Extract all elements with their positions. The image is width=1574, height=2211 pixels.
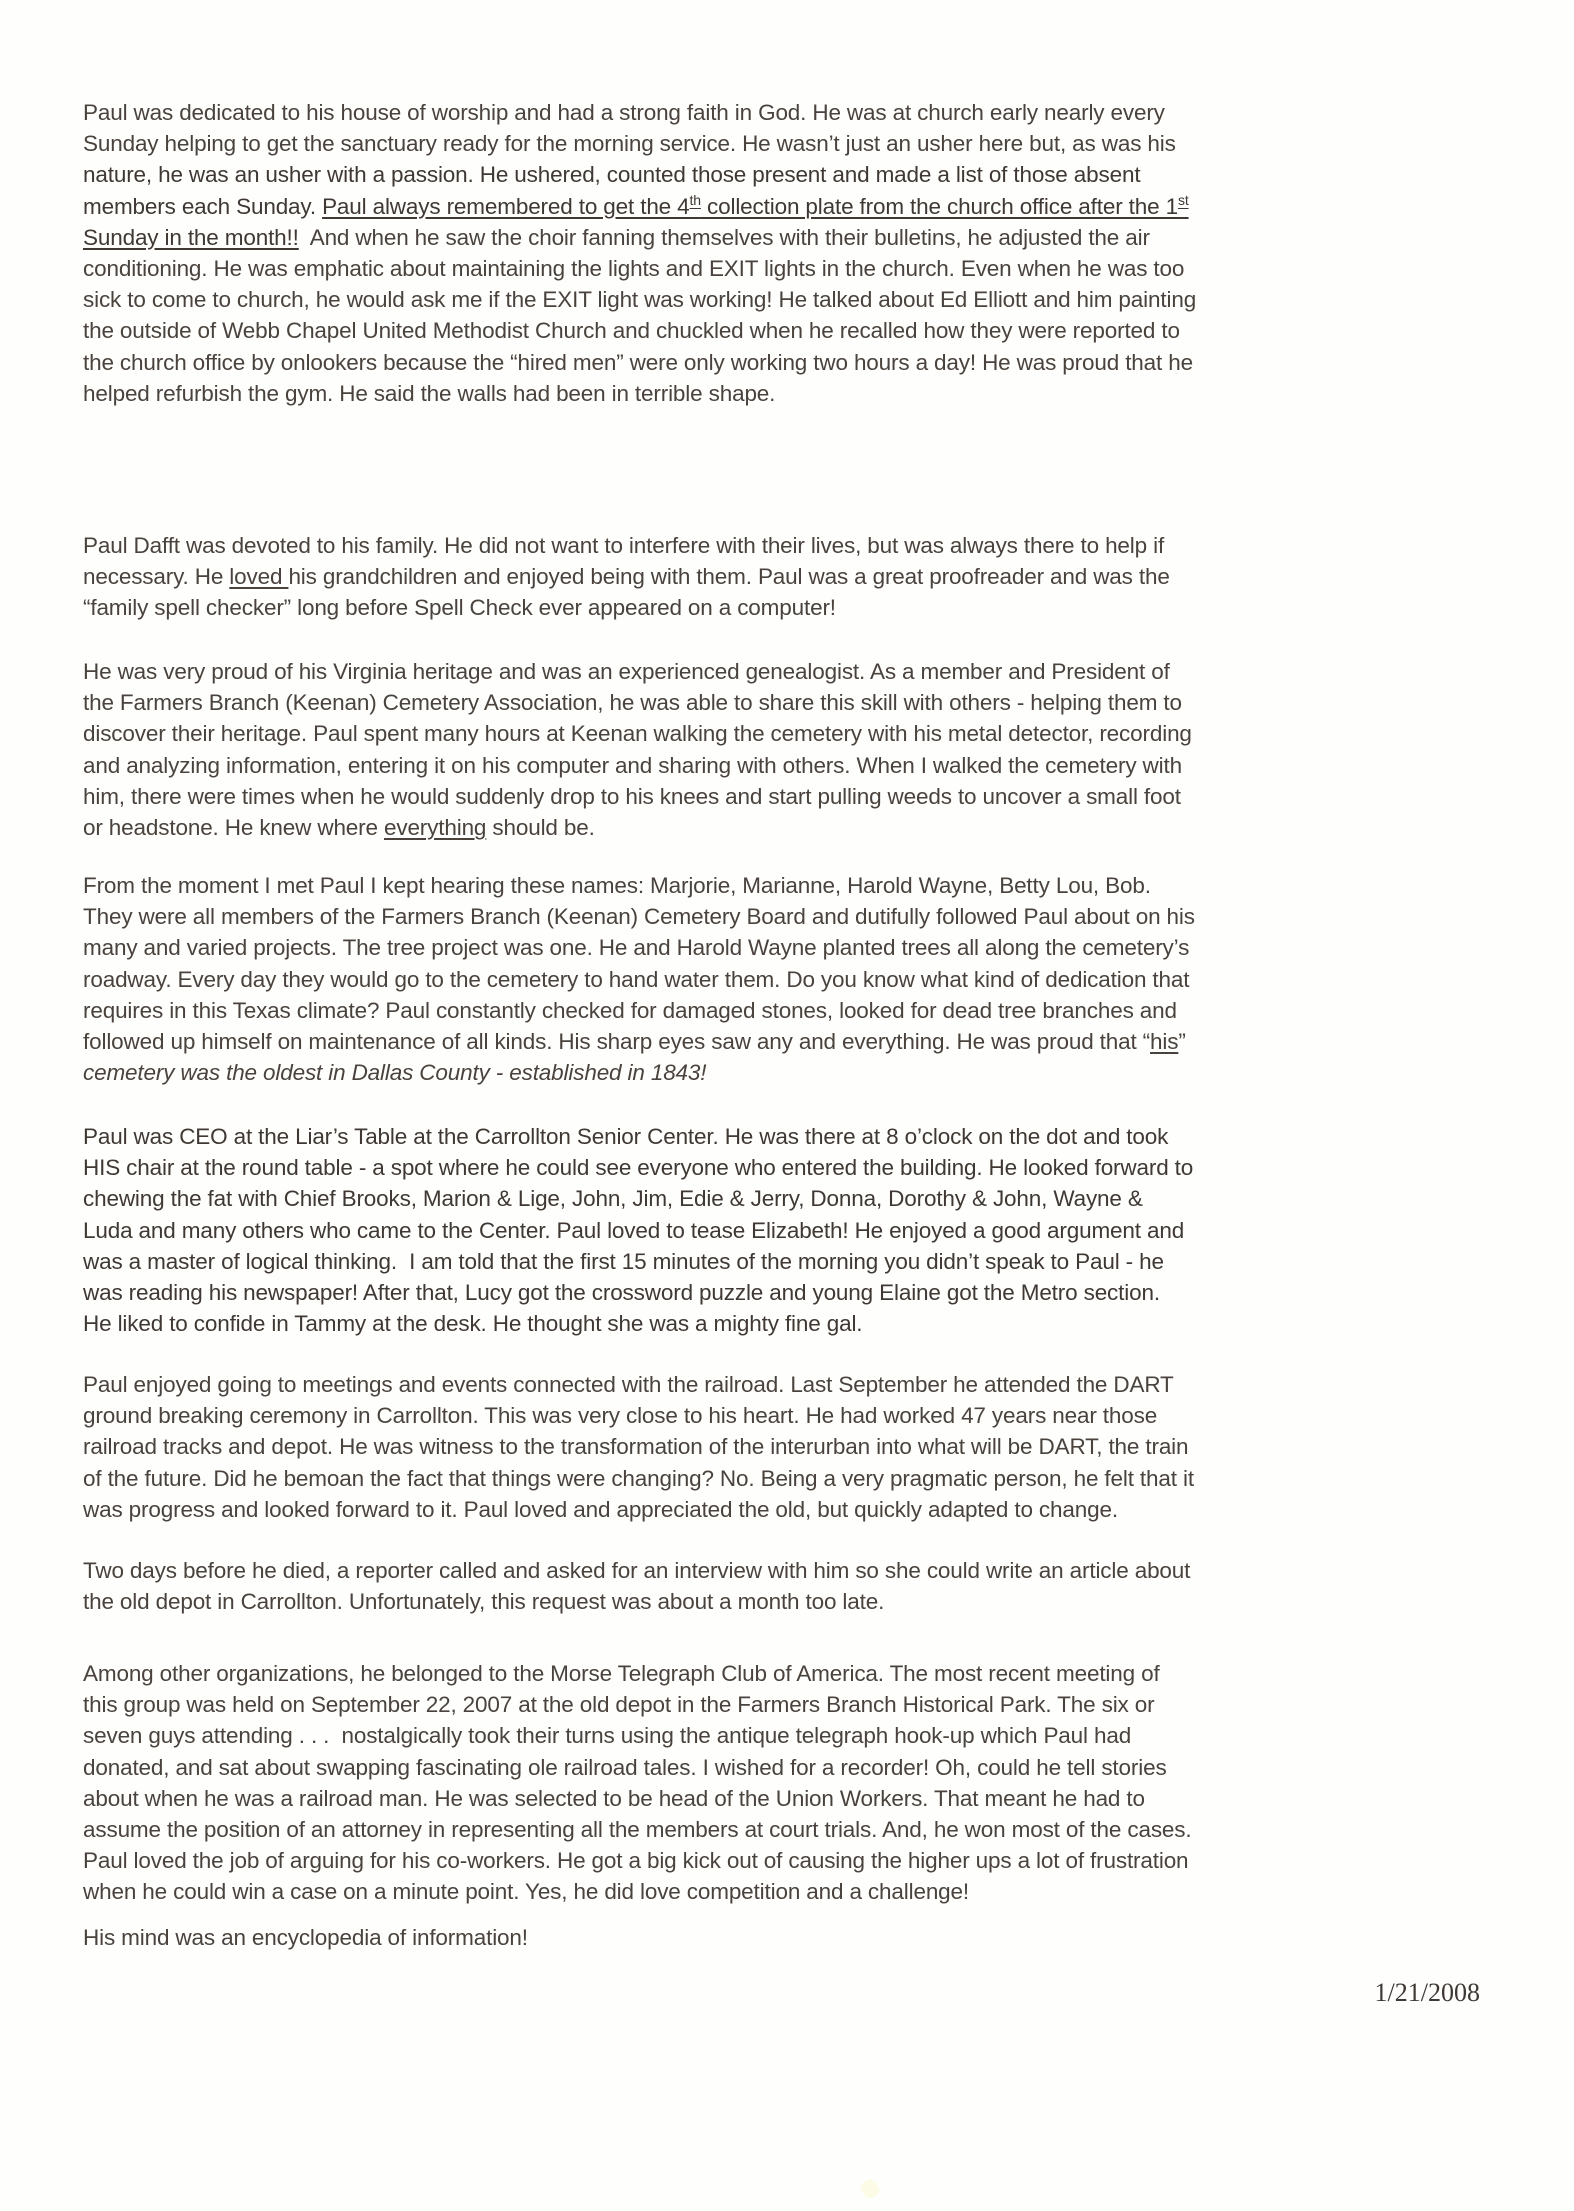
text-line: Luda and many others who came to the Center. Paul loved to tease Elizabeth! He enjoyed a good argument and [83,1217,1185,1243]
text-line [83,812,1503,843]
text-line: was progress and looked forward to it. Paul loved and appreciated the old, but quickly adapted to change. [83,1496,1118,1522]
text-line: sick to come to church, he would ask me if the EXIT light was working! He talked about Ed Elliott and him painting [83,287,1197,313]
text-line: this group was held on September 22, 2007 at the old depot in the Farmers Branch Historical Park. The six or [83,1692,1155,1718]
text-line: requires in this Texas climate? Paul constantly checked for damaged stones, looked for dead tree branches and [83,997,1177,1023]
text-run: his grandchildren and enjoyed being with them. Paul was a great proofreader and was the [288,564,1170,590]
paragraph-church [83,97,1503,409]
text-line: His mind was an encyclopedia of information! [83,1925,528,1950]
text-line: Sunday helping to get the sanctuary ready for the morning service. He wasn’t just an usher here but, as was his [83,131,1176,157]
paragraph-telegraph [83,1658,1503,1908]
underlined-text: everything [383,814,487,840]
text-run: collection plate from the church office after the 1 [700,193,1178,219]
text-run: ” [1178,1028,1186,1054]
text-line [83,1026,1503,1057]
underlined-text [322,191,1189,219]
text-line: Paul enjoyed going to meetings and events connected with the railroad. Last September he attended the DART [83,1372,1174,1397]
text-line: Paul Dafft was devoted to his family. He did not want to interfere with their lives, but was always there to help if [83,533,1165,558]
text-line: of the future. Did he bemoan the fact that things were changing? No. Being a very pragmatic person, he felt that it [83,1465,1194,1491]
paragraph-senior-center [83,1121,1503,1339]
text-line: him, there were times when he would suddenly drop to his knees and start pulling weeds to uncover a small foot [83,783,1181,809]
text-run: members each Sunday. [83,193,323,219]
text-run: should be. [486,814,595,840]
text-line: They were all members of the Farmers Branch (Keenan) Cemetery Board and dutifully followed Paul about on his [83,904,1195,930]
text-line: conditioning. He was emphatic about maintaining the lights and EXIT lights in the church. Even when he was too [83,255,1185,281]
text-line: ground breaking ceremony in Carrollton. This was very close to his heart. He had worked 47 years near those [83,1403,1158,1429]
paragraph-railroad [83,1369,1503,1525]
text-line: when he could win a case on a minute point. Yes, he did love competition and a challenge! [83,1879,970,1905]
text-line: chewing the fat with Chief Brooks, Marion & Lige, John, Jim, Edie & Jerry, Donna, Dorothy & John, Wayne & [83,1186,1143,1212]
paragraph-heritage [83,656,1503,843]
text-line: Among other organizations, he belonged to the Morse Telegraph Club of America. The most recent meeting of [83,1661,1160,1686]
text-line: seven guys attending . . . nostalgically took their turns using the antique telegraph hook-up which Paul had [83,1723,1132,1749]
text-line [83,191,1503,222]
text-line: helped refurbish the gym. He said the walls had been in terrible shape. [83,380,776,406]
text-line: the Farmers Branch (Keenan) Cemetery Association, he was able to share this skill with others - helping them to [83,690,1182,716]
text-line: “family spell checker” long before Spell Check ever appeared on a computer! [83,595,836,621]
paragraph-cemetery [83,870,1503,1088]
text-line: Paul was dedicated to his house of worship and had a strong faith in God. He was at church early nearly every [83,100,1165,125]
paragraph-closing [83,1922,1503,1953]
superscript: th [689,191,701,208]
text-line: Two days before he died, a reporter called and asked for an interview with him so she could write an article about [83,1558,1191,1583]
paragraph-reporter [83,1555,1503,1617]
text-line: cemetery was the oldest in Dallas County - established in 1843! [83,1060,707,1086]
text-line: was a master of logical thinking. I am told that the first 15 minutes of the morning you didn’t speak to Paul - he [83,1248,1164,1274]
text-line: Paul was CEO at the Liar’s Table at the Carrollton Senior Center. He was there at 8 o’clock on the dot and took [83,1124,1169,1149]
text-run: necessary. He [83,564,230,590]
text-line: the outside of Webb Chapel United Methodist Church and chuckled when he recalled how they were reported to [83,318,1180,344]
text-line: railroad tracks and depot. He was witness to the transformation of the interurban into what will be DART, the train [83,1434,1189,1460]
text-line: discover their heritage. Paul spent many hours at Keenan walking the cemetery with his metal detector, recording [83,721,1192,747]
text-line: He liked to confide in Tammy at the desk. He thought she was a mighty fine gal. [83,1311,863,1337]
scan-smudge-mark [858,2177,881,2201]
underlined-text: Sunday in the month!! [83,224,299,250]
superscript: st [1177,191,1189,208]
text-line: nature, he was an usher with a passion. He ushered, counted those present and made a list of those absent [83,162,1141,188]
text-line: about when he was a railroad man. He was selected to be head of the Union Workers. That meant he had to [83,1785,1145,1811]
text-line: was reading his newspaper! After that, Lucy got the crossword puzzle and young Elaine got the Metro section. [83,1279,1160,1305]
text-line: donated, and sat about swapping fascinating ole railroad tales. I wished for a recorder! Oh, could he tell stories [83,1754,1167,1780]
text-run: Paul always remembered to get the 4 [322,193,690,219]
text-line [83,222,1503,253]
text-run: followed up himself on maintenance of all kinds. His sharp eyes saw any and everything. He was proud that “ [83,1028,1151,1054]
text-run: or headstone. He knew where [83,814,384,840]
text-line: HIS chair at the round table - a spot where he could see everyone who entered the building. He looked forward to [83,1155,1194,1181]
text-run: And when he saw the choir fanning themselves with their bulletins, he adjusted the air [298,224,1150,250]
paragraph-family [83,530,1503,624]
text-line [83,561,1503,592]
underlined-text: loved [229,564,289,590]
text-line: Paul loved the job of arguing for his co-workers. He got a big kick out of causing the higher ups a lot of frustration [83,1848,1189,1874]
text-line: the church office by onlookers because the “hired men” were only working two hours a day! He was proud that he [83,349,1193,375]
text-line: many and varied projects. The tree project was one. He and Harold Wayne planted trees all along the cemetery’s [83,935,1190,961]
text-line: and analyzing information, entering it on his computer and sharing with others. When I walked the cemetery with [83,752,1182,778]
underlined-text: his [1150,1028,1179,1054]
document-date: 1/21/2008 [1374,1978,1480,2007]
text-line: From the moment I met Paul I kept hearing these names: Marjorie, Marianne, Harold Wayne, Betty Lou, Bob. [83,873,1151,898]
text-line: He was very proud of his Virginia heritage and was an experienced genealogist. As a member and President of [83,659,1170,684]
text-line: roadway. Every day they would go to the cemetery to hand water them. Do you know what kind of dedication that [83,966,1190,992]
text-line: the old depot in Carrollton. Unfortunately, this request was about a month too late. [83,1589,885,1615]
text-line: assume the position of an attorney in representing all the members at court trials. And, he won most of the cases. [83,1816,1192,1842]
